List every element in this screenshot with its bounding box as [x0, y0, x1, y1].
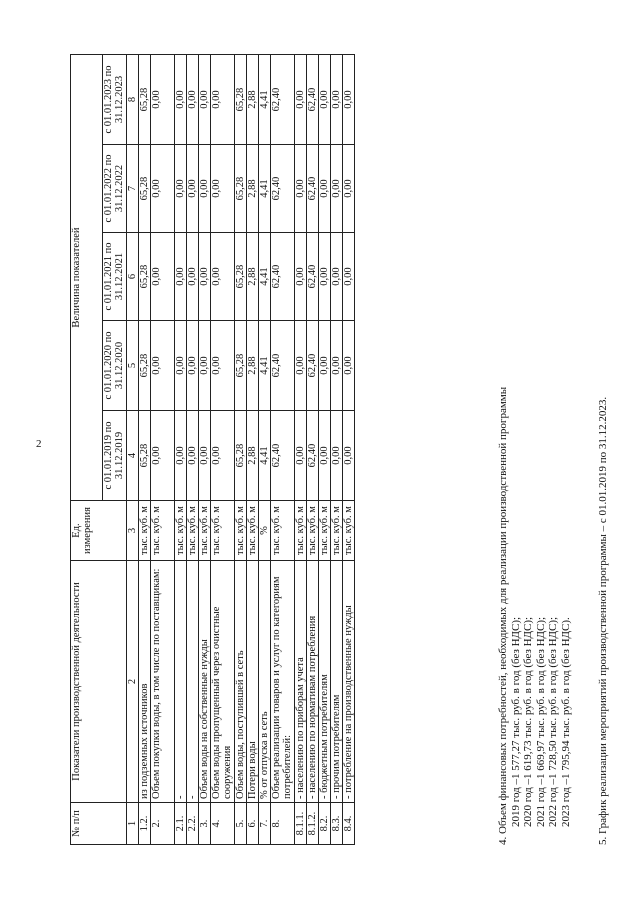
row-value: 62,40 [307, 55, 319, 145]
row-number: 8.1.1. [295, 803, 307, 845]
row-value: 0,00 [187, 411, 199, 501]
row-number: 6. [247, 803, 259, 845]
row-value: 62,40 [271, 55, 295, 145]
table-row [211, 55, 235, 845]
row-value: 0,00 [295, 233, 307, 321]
column-number: 4 [127, 411, 139, 501]
row-value: 62,40 [271, 411, 295, 501]
row-value: 0,00 [319, 321, 331, 411]
row-value: 0,00 [343, 145, 355, 233]
financial-need-line: 2019 год –1 577,27 тыс. руб. в год (без НДС); [509, 616, 522, 827]
header-period: с 01.01.2023 по 31.12.2023 [103, 55, 127, 145]
row-number: 8.1.2. [307, 803, 319, 845]
row-value: 0,00 [151, 321, 175, 411]
row-value: 65,28 [139, 233, 151, 321]
row-value: 0,00 [331, 145, 343, 233]
row-value: 0,00 [343, 55, 355, 145]
row-value: 62,40 [271, 145, 295, 233]
row-indicator-name: % от отпуска в сеть [259, 561, 271, 803]
row-number: 7. [259, 803, 271, 845]
table-row [151, 55, 175, 845]
column-number: 5 [127, 321, 139, 411]
table-row [199, 55, 211, 845]
row-value: 0,00 [319, 233, 331, 321]
row-value: 0,00 [343, 411, 355, 501]
row-value: 0,00 [343, 233, 355, 321]
table-row [343, 55, 355, 845]
financial-need-line: 2021 год –1 669,97 тыс. руб. в год (без НДС); [534, 616, 547, 827]
row-number: 2. [151, 803, 175, 845]
row-value: 65,28 [235, 145, 247, 233]
row-value: 0,00 [175, 321, 187, 411]
row-unit: тыс. куб. м [247, 501, 259, 561]
row-value: 0,00 [187, 321, 199, 411]
table-row [259, 55, 271, 845]
row-value: 0,00 [187, 233, 199, 321]
section4-title: 4. Объем финансовых потребностей, необходимых для реализации производственной программы [497, 386, 509, 845]
header-period: с 01.01.2022 по 31.12.2022 [103, 145, 127, 233]
row-value: 65,28 [235, 233, 247, 321]
row-value: 0,00 [175, 233, 187, 321]
row-indicator-name: Объем реализации товаров и услуг по категориям потребителей: [271, 561, 295, 803]
table-row [307, 55, 319, 845]
row-indicator-name: - бюджетным потребителям [319, 561, 331, 803]
section5-schedule: 5. График реализации мероприятий производственной программы – с 01.01.2019 по 31.12.2023. [597, 396, 609, 845]
page-number: 2 [36, 438, 42, 450]
row-value: 4,41 [259, 321, 271, 411]
row-value: 0,00 [319, 411, 331, 501]
row-unit: тыс. куб. м [295, 501, 307, 561]
row-unit: тыс. куб. м [139, 501, 151, 561]
table-row [295, 55, 307, 845]
financial-need-line: 2023 год –1 795,94 тыс. руб. в год (без НДС). [559, 617, 572, 827]
table-row [187, 55, 199, 845]
row-value: 0,00 [295, 145, 307, 233]
header-no: № п/п [71, 803, 127, 845]
row-value: 62,40 [271, 321, 295, 411]
row-value: 0,00 [199, 145, 211, 233]
row-value: 0,00 [187, 55, 199, 145]
row-value: 0,00 [211, 233, 235, 321]
row-value: 0,00 [211, 145, 235, 233]
table-row [319, 55, 331, 845]
row-indicator-name: Потери воды [247, 561, 259, 803]
column-number: 2 [127, 561, 139, 803]
row-unit: тыс. куб. м [235, 501, 247, 561]
financial-need-line: 2020 год –1 619,73 тыс. руб. в год (без НДС); [522, 616, 534, 827]
row-value: 65,28 [235, 55, 247, 145]
column-number: 6 [127, 233, 139, 321]
row-number: 1.2. [139, 803, 151, 845]
row-value: 0,00 [295, 321, 307, 411]
row-value: 0,00 [295, 55, 307, 145]
row-value: 0,00 [151, 55, 175, 145]
row-value: 0,00 [331, 321, 343, 411]
row-value: 0,00 [295, 411, 307, 501]
row-value: 0,00 [211, 55, 235, 145]
row-indicator-name: Объем покупки воды, в том числе по поставщикам: [151, 561, 175, 803]
row-value: 0,00 [331, 411, 343, 501]
row-indicator-name: Объем воды пропущенный через очистные сооружения [211, 561, 235, 803]
row-value: 65,28 [235, 411, 247, 501]
row-unit: тыс. куб. м [319, 501, 331, 561]
production-indicators-table [70, 54, 355, 845]
row-value: 0,00 [343, 321, 355, 411]
row-value: 0,00 [331, 55, 343, 145]
header-unit: Ед. измерения [71, 501, 127, 561]
row-value: 0,00 [331, 233, 343, 321]
row-value: 0,00 [151, 233, 175, 321]
header-period: с 01.01.2021 по 31.12.2021 [103, 233, 127, 321]
row-value: 0,00 [199, 55, 211, 145]
header-indicator: Показатели производственной деятельности [71, 561, 127, 803]
row-value: 0,00 [175, 411, 187, 501]
row-value: 62,40 [307, 145, 319, 233]
financial-need-line: 2022 год –1 728,50 тыс. руб. в год (без НДС); [547, 616, 559, 827]
row-value: 4,41 [259, 145, 271, 233]
row-value: 0,00 [199, 233, 211, 321]
row-unit: тыс. куб. м [331, 501, 343, 561]
table-row [271, 55, 295, 845]
row-unit: тыс. куб. м [175, 501, 187, 561]
row-value: 0,00 [187, 145, 199, 233]
header-period: с 01.01.2019 по 31.12.2019 [103, 411, 127, 501]
row-indicator-name: - [187, 561, 199, 803]
row-value: 62,40 [271, 233, 295, 321]
row-number: 2.1. [175, 803, 187, 845]
row-value: 62,40 [307, 321, 319, 411]
row-value: 2,88 [247, 55, 259, 145]
row-indicator-name: - потребление на производственные нужды [343, 561, 355, 803]
row-unit: тыс. куб. м [187, 501, 199, 561]
header-period: с 01.01.2020 по 31.12.2020 [103, 321, 127, 411]
row-value: 2,88 [247, 411, 259, 501]
row-value: 0,00 [319, 55, 331, 145]
row-indicator-name: - [175, 561, 187, 803]
column-number: 1 [127, 803, 139, 845]
row-number: 2.2. [187, 803, 199, 845]
row-value: 4,41 [259, 233, 271, 321]
row-value: 62,40 [307, 411, 319, 501]
row-indicator-name: - населению по нормативам потребления [307, 561, 319, 803]
row-value: 0,00 [151, 411, 175, 501]
row-unit: тыс. куб. м [151, 501, 175, 561]
column-number: 8 [127, 55, 139, 145]
row-indicator-name: Объем воды на собственные нужды [199, 561, 211, 803]
row-number: 8. [271, 803, 295, 845]
row-value: 2,88 [247, 321, 259, 411]
row-value: 65,28 [139, 321, 151, 411]
row-indicator-name: - прочим потребителям [331, 561, 343, 803]
table-row [247, 55, 259, 845]
row-unit: тыс. куб. м [271, 501, 295, 561]
table-row [235, 55, 247, 845]
row-value: 2,88 [247, 145, 259, 233]
column-number: 3 [127, 501, 139, 561]
table-row [175, 55, 187, 845]
table-row [331, 55, 343, 845]
row-value: 0,00 [199, 321, 211, 411]
row-value: 4,41 [259, 411, 271, 501]
row-indicator-name: из подземных источников [139, 561, 151, 803]
row-value: 0,00 [199, 411, 211, 501]
row-number: 3. [199, 803, 211, 845]
row-value: 0,00 [211, 321, 235, 411]
row-value: 65,28 [139, 55, 151, 145]
row-number: 5. [235, 803, 247, 845]
row-value: 0,00 [175, 145, 187, 233]
rotated-page-content [60, 55, 609, 845]
section-financial-needs [497, 55, 572, 845]
row-value: 65,28 [235, 321, 247, 411]
row-value: 62,40 [307, 233, 319, 321]
row-unit: тыс. куб. м [211, 501, 235, 561]
row-unit: тыс. куб. м [307, 501, 319, 561]
row-indicator-name: - населению по приборам учета [295, 561, 307, 803]
row-number: 4. [211, 803, 235, 845]
row-value: 65,28 [139, 145, 151, 233]
row-number: 8.3. [331, 803, 343, 845]
row-indicator-name: Объем воды, поступившей в сеть [235, 561, 247, 803]
column-number: 7 [127, 145, 139, 233]
row-number: 8.2. [319, 803, 331, 845]
row-value: 0,00 [319, 145, 331, 233]
row-unit: % [259, 501, 271, 561]
row-value: 0,00 [151, 145, 175, 233]
row-value: 65,28 [139, 411, 151, 501]
row-unit: тыс. куб. м [199, 501, 211, 561]
row-number: 8.4. [343, 803, 355, 845]
row-value: 0,00 [175, 55, 187, 145]
row-value: 0,00 [211, 411, 235, 501]
row-value: 2,88 [247, 233, 259, 321]
row-unit: тыс. куб. м [343, 501, 355, 561]
table-row [139, 55, 151, 845]
header-values-group: Величина показателей [71, 55, 103, 501]
row-value: 4,41 [259, 55, 271, 145]
